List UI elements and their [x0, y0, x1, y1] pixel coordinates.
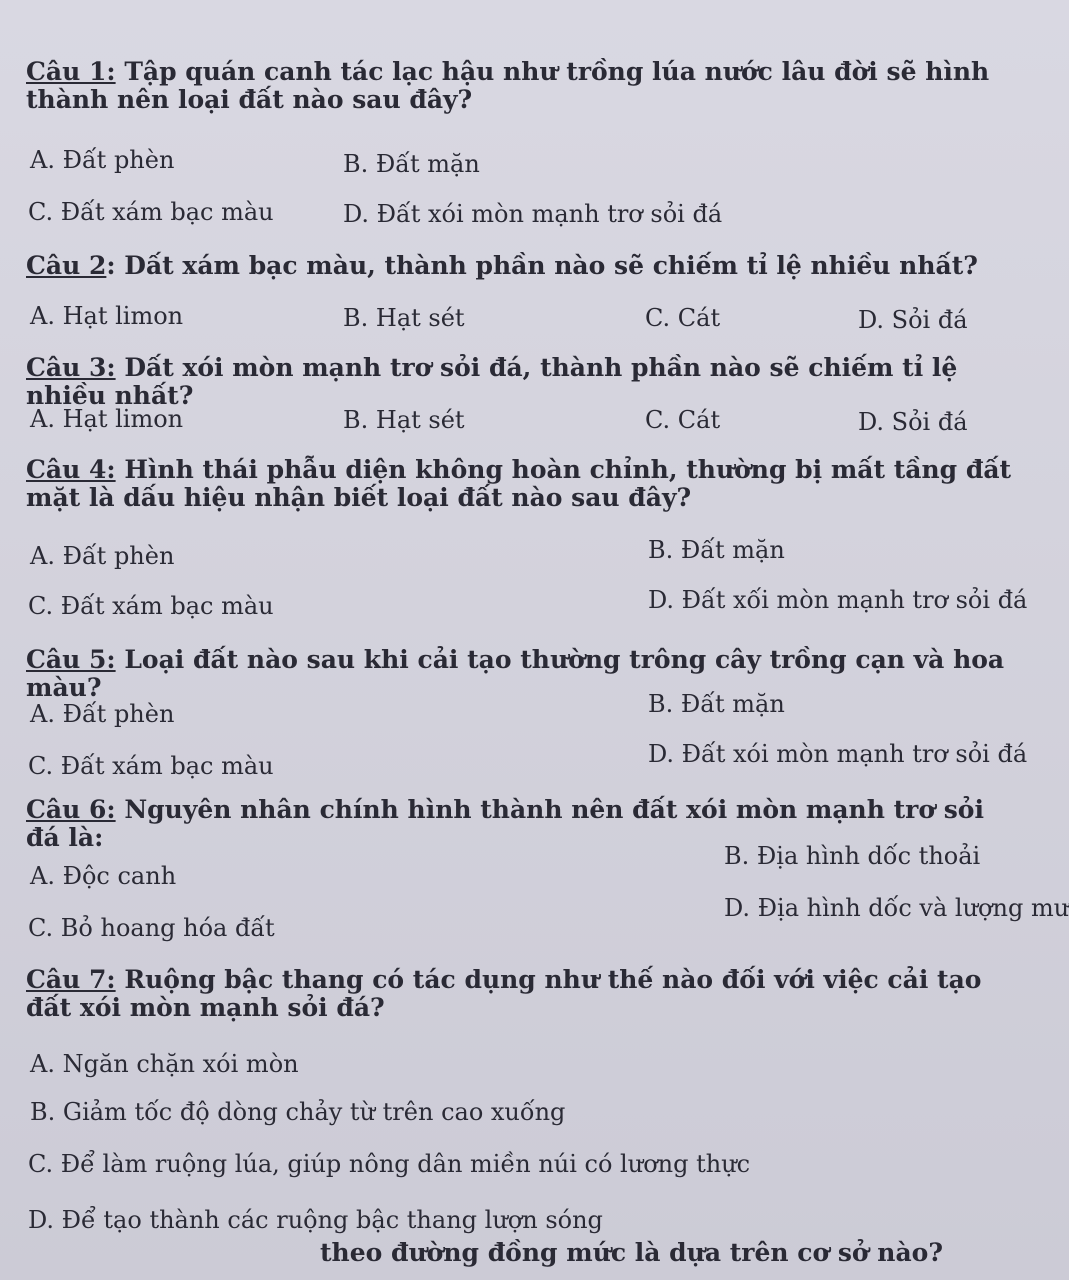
option-b: B. Đất mặn — [648, 690, 785, 718]
option-b: B. Hạt sét — [343, 406, 465, 434]
question-text: : Dất xám bạc màu, thành phần nào sẽ chiếm tỉ lệ nhiều nhất? — [106, 251, 978, 280]
option-a: A. Đất phèn — [30, 146, 175, 174]
question-number: Câu 1: — [26, 57, 116, 86]
option-c: C. Đất xám bạc màu — [28, 198, 274, 226]
question-number: Câu 6: — [26, 795, 116, 824]
question-text: Nguyên nhân chính hình thành nên đất xói mòn mạnh trơ sỏi đá là: — [26, 795, 984, 852]
option-d: D. Sỏi đá — [858, 408, 968, 436]
partial-question-line: theo đường đồng mức là dựa trên cơ sở nào? — [320, 1238, 943, 1267]
option-a: A. Ngăn chặn xói mòn — [30, 1050, 299, 1078]
question-number: Câu 4: — [26, 455, 116, 484]
question-text: Tập quán canh tác lạc hậu như trồng lúa nước lâu đời sẽ hình thành nên loại đất nào sau đây? — [26, 57, 990, 114]
question-1 — [26, 58, 1016, 114]
option-a: A. Đất phèn — [30, 700, 175, 728]
option-d: D. Đất xối mòn mạnh trơ sỏi đá — [648, 586, 1028, 614]
option-a: A. Độc canh — [30, 862, 177, 890]
option-b: B. Giảm tốc độ dòng chảy từ trên cao xuống — [30, 1098, 566, 1126]
option-a: A. Hạt limon — [30, 302, 184, 330]
option-b: B. Địa hình dốc thoải — [724, 842, 981, 870]
option-c: C. Đất xám bạc màu — [28, 752, 274, 780]
option-d: D. Sỏi đá — [858, 306, 968, 334]
option-c: C. Để làm ruộng lúa, giúp nông dân miền núi có lương thực — [28, 1150, 751, 1178]
question-text: Ruộng bậc thang có tác dụng như thế nào đối với việc cải tạo đất xói mòn mạnh sỏi đá? — [26, 965, 982, 1022]
option-a: A. Đất phèn — [30, 542, 175, 570]
option-c: C. Bỏ hoang hóa đất — [28, 914, 275, 942]
option-d: D. Địa hình dốc và lượng mư — [724, 894, 1069, 922]
question-4 — [26, 456, 1016, 512]
question-text: Hình thái phẫu diện không hoàn chỉnh, thường bị mất tầng đất mặt là dấu hiệu nhận biết loại đất nào sau đây? — [26, 455, 1012, 512]
option-d: D. Đất xói mòn mạnh trơ sỏi đá — [343, 200, 723, 228]
question-5 — [26, 646, 1016, 702]
option-d: D. Để tạo thành các ruộng bậc thang lượn sóng — [28, 1206, 603, 1234]
question-number: Câu 7: — [26, 965, 116, 994]
option-a: A. Hạt limon — [30, 405, 184, 433]
question-number: Câu 2 — [26, 251, 107, 280]
question-number: Câu 5: — [26, 645, 116, 674]
option-b: B. Hạt sét — [343, 304, 465, 332]
question-7 — [26, 966, 1016, 1022]
option-b: B. Đất mặn — [648, 536, 785, 564]
question-2 — [26, 252, 1016, 280]
question-text: Dất xói mòn mạnh trơ sỏi đá, thành phần nào sẽ chiếm tỉ lệ nhiều nhất? — [26, 353, 958, 410]
option-c: C. Cát — [645, 406, 721, 434]
question-number: Câu 3: — [26, 353, 116, 382]
option-c: C. Cát — [645, 304, 721, 332]
option-d: D. Đất xói mòn mạnh trơ sỏi đá — [648, 740, 1028, 768]
question-3 — [26, 354, 1016, 410]
question-text: Loại đất nào sau khi cải tạo thường trông cây trồng cạn và hoa màu? — [26, 645, 1005, 702]
option-b: B. Đất mặn — [343, 150, 480, 178]
option-c: C. Đất xám bạc màu — [28, 592, 274, 620]
